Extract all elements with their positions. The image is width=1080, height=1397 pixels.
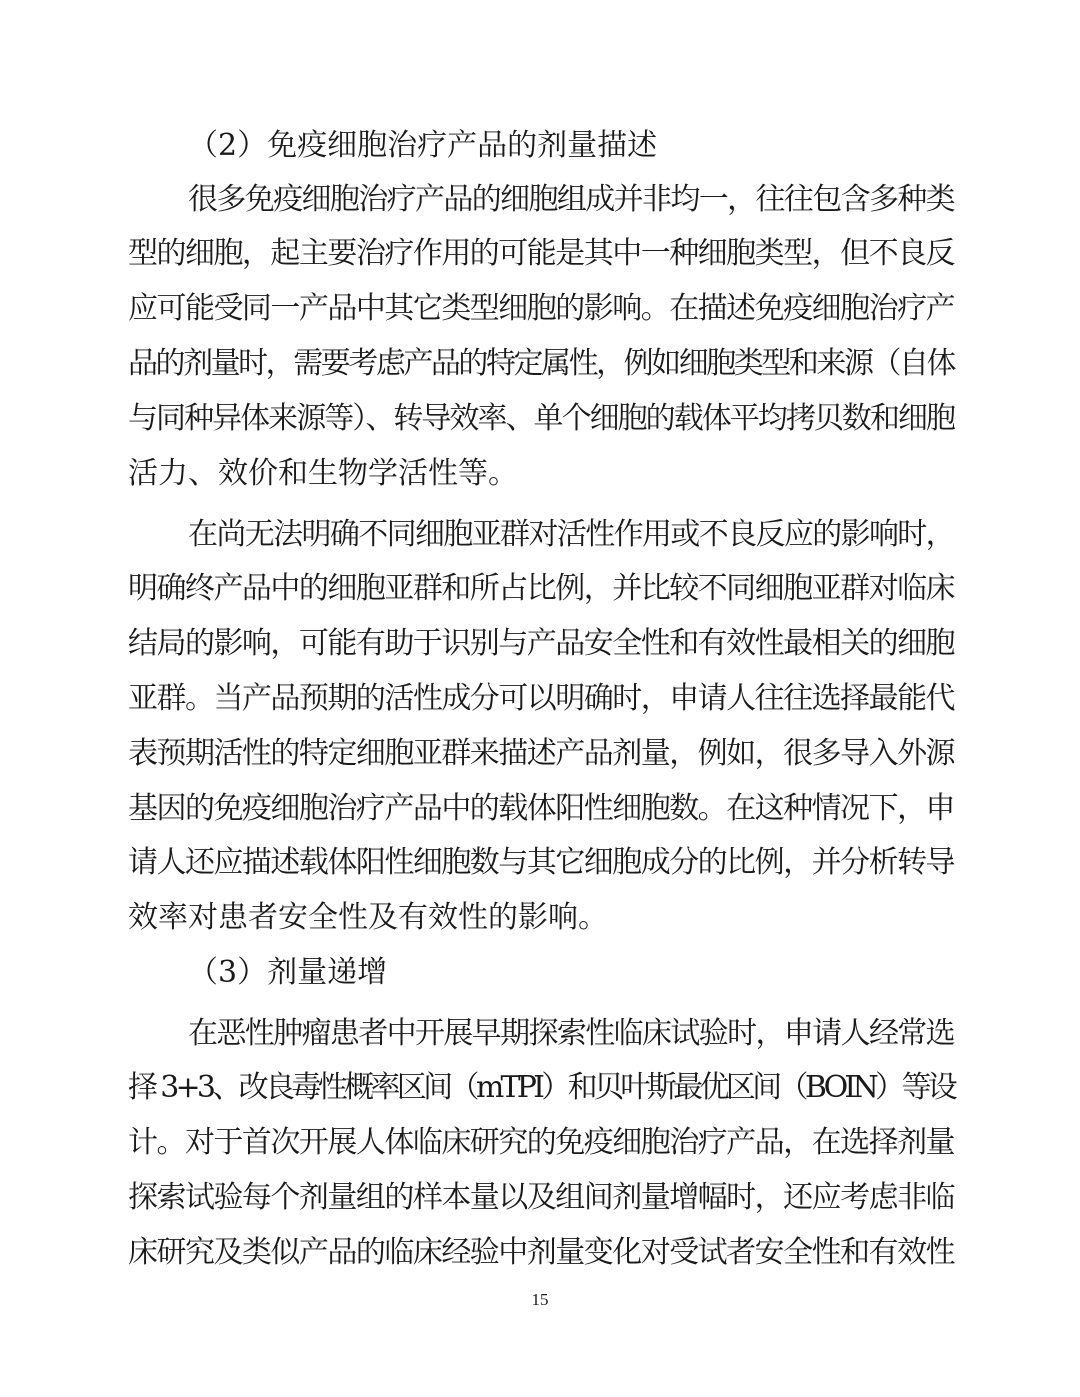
section-2-p1-line-5: 与同种异体来源等）、转导效率、单个细胞的载体平均拷贝数和细胞 (128, 401, 954, 436)
section-2-p2-line-8: 效率对患者安全性及有效性的影响。 (128, 900, 608, 935)
section-3-p1-line-2: 择 3+3、改良毒性概率区间（mTPI）和贝叶斯最优区间（BOIN）等设 (128, 1070, 954, 1105)
section-2-p1-line-3: 应可能受同一产品中其它类型细胞的影响。在描述免疫细胞治疗产 (128, 291, 954, 326)
section-2-heading: （2）免疫细胞治疗产品的剂量描述 (188, 128, 658, 163)
section-2-p2-line-3: 结局的影响，可能有助于识别与产品安全性和有效性最相关的细胞 (128, 626, 954, 661)
section-2-p2-line-7: 请人还应描述载体阳性细胞数与其它细胞成分的比例，并分析转导 (128, 845, 954, 880)
section-2-p1-line-6: 活力、效价和生物学活性等。 (128, 456, 518, 491)
section-2-p2-line-2: 明确终产品中的细胞亚群和所占比例，并比较不同细胞亚群对临床 (128, 571, 954, 606)
section-3-p1-line-3: 计。对于首次开展人体临床研究的免疫细胞治疗产品，在选择剂量 (128, 1125, 954, 1160)
section-2-p2-line-5: 表预期活性的特定细胞亚群来描述产品剂量，例如，很多导入外源 (128, 736, 954, 771)
section-2-p1-line-4: 品的剂量时，需要考虑产品的特定属性，例如细胞类型和来源（自体 (128, 346, 954, 381)
section-2-p2-line-1: 在尚无法明确不同细胞亚群对活性作用或不良反应的影响时， (188, 517, 954, 552)
section-2-p2-line-6: 基因的免疫细胞治疗产品中的载体阳性细胞数。在这种情况下，申 (128, 791, 954, 826)
section-3-p1-line-1: 在恶性肿瘤患者中开展早期探索性临床试验时，申请人经常选 (188, 1016, 954, 1051)
page-number: 15 (531, 1290, 549, 1309)
section-2-p1-line-1: 很多免疫细胞治疗产品的细胞组成并非均一，往往包含多种类 (188, 182, 954, 217)
section-3-heading: （3）剂量递增 (188, 955, 388, 990)
section-2-p1-line-2: 型的细胞，起主要治疗作用的可能是其中一种细胞类型，但不良反 (128, 236, 954, 271)
section-2-p2-line-4: 亚群。当产品预期的活性成分可以明确时，申请人往往选择最能代 (128, 681, 954, 716)
section-3-p1-line-4: 探索试验每个剂量组的样本量以及组间剂量增幅时，还应考虑非临 (128, 1180, 954, 1215)
section-3-p1-line-5: 床研究及类似产品的临床经验中剂量变化对受试者安全性和有效性 (128, 1235, 954, 1270)
